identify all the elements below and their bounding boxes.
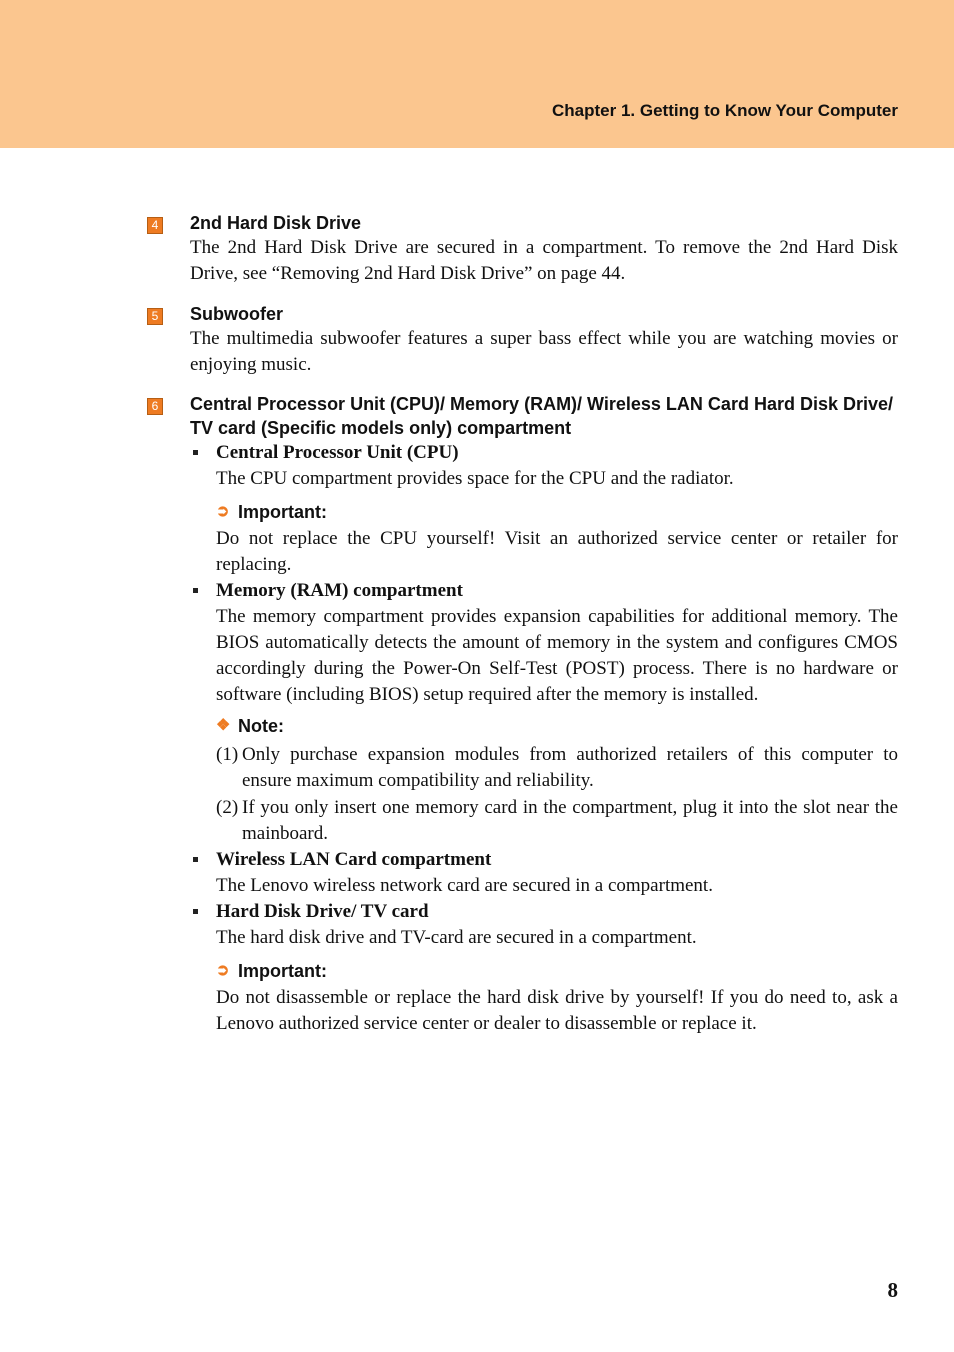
item-title: Central Processor Unit (CPU): [216, 442, 459, 463]
note-callout: [216, 714, 898, 738]
callout-label: Important:: [238, 502, 327, 522]
note-label: Note:: [238, 716, 284, 736]
note-number: (1): [216, 744, 239, 765]
section-compartments: [190, 392, 898, 1037]
section-badge-4: 4: [147, 217, 163, 234]
note-item: [216, 742, 898, 794]
item-body: The memory compartment provides expansion capabilities for additional memory. The BIOS automatically detects the amount of memory in the system and configures CMOS accordingly during the Power-On Self-Test (POST) process. There is no hardware or software (including BIOS) setup required after the memory is installed.: [216, 606, 898, 705]
section-title: Subwoofer: [190, 304, 283, 324]
note-number: (2): [216, 797, 239, 818]
important-callout: [216, 500, 898, 524]
bullet-icon: [193, 588, 198, 593]
item-title: Memory (RAM) compartment: [216, 580, 463, 601]
item-body: The hard disk drive and TV-card are secured in a compartment.: [216, 927, 697, 948]
section-body: The 2nd Hard Disk Drive are secured in a compartment. To remove the 2nd Hard Disk Drive, see “Removing 2nd Hard Disk Drive” on page 44.: [190, 237, 898, 284]
bullet-icon: [193, 909, 198, 914]
callout-text: Do not replace the CPU yourself! Visit an authorized service center or retailer for replacing.: [216, 528, 898, 575]
chapter-title: Chapter 1. Getting to Know Your Computer: [552, 101, 898, 120]
item-title: Wireless LAN Card compartment: [216, 849, 492, 870]
list-item-wireless-lan: [190, 847, 898, 899]
section-badge-5: 5: [147, 308, 163, 325]
callout-label: Important:: [238, 961, 327, 981]
item-body: The Lenovo wireless network card are secured in a compartment.: [216, 875, 713, 896]
callout-text: Do not disassemble or replace the hard disk drive by yourself! If you do need to, ask a Lenovo authorized service center or dealer to disassemble or replace it.: [216, 987, 898, 1034]
section-subwoofer: [190, 302, 898, 378]
diamond-note-icon: ❖: [216, 717, 231, 734]
arrow-right-icon: ➲: [216, 503, 230, 520]
note-text: If you only insert one memory card in the compartment, plug it into the slot near the mainboard.: [242, 797, 898, 844]
list-item-memory: [190, 578, 898, 847]
page-header: [0, 0, 954, 148]
section-2nd-hard-disk: [190, 211, 898, 287]
section-title: Central Processor Unit (CPU)/ Memory (RAM)/ Wireless LAN Card Hard Disk Drive/ TV card (Specific models only) compartment: [190, 394, 894, 438]
list-item-hdd-tv: [190, 899, 898, 1037]
bullet-icon: [193, 450, 198, 455]
note-text: Only purchase expansion modules from authorized retailers of this computer to ensure maximum compatibility and reliability.: [242, 744, 898, 791]
arrow-right-icon: ➲: [216, 962, 230, 979]
important-callout: [216, 959, 898, 983]
note-item: [216, 795, 898, 847]
item-body: The CPU compartment provides space for the CPU and the radiator.: [216, 468, 734, 489]
page-number: 8: [887, 1278, 898, 1302]
section-body: The multimedia subwoofer features a super bass effect while you are watching movies or enjoying music.: [190, 328, 898, 375]
item-title: Hard Disk Drive/ TV card: [216, 901, 429, 922]
list-item-cpu: [190, 440, 898, 578]
section-title: 2nd Hard Disk Drive: [190, 213, 362, 233]
section-badge-6: 6: [147, 398, 163, 415]
bullet-icon: [193, 857, 198, 862]
